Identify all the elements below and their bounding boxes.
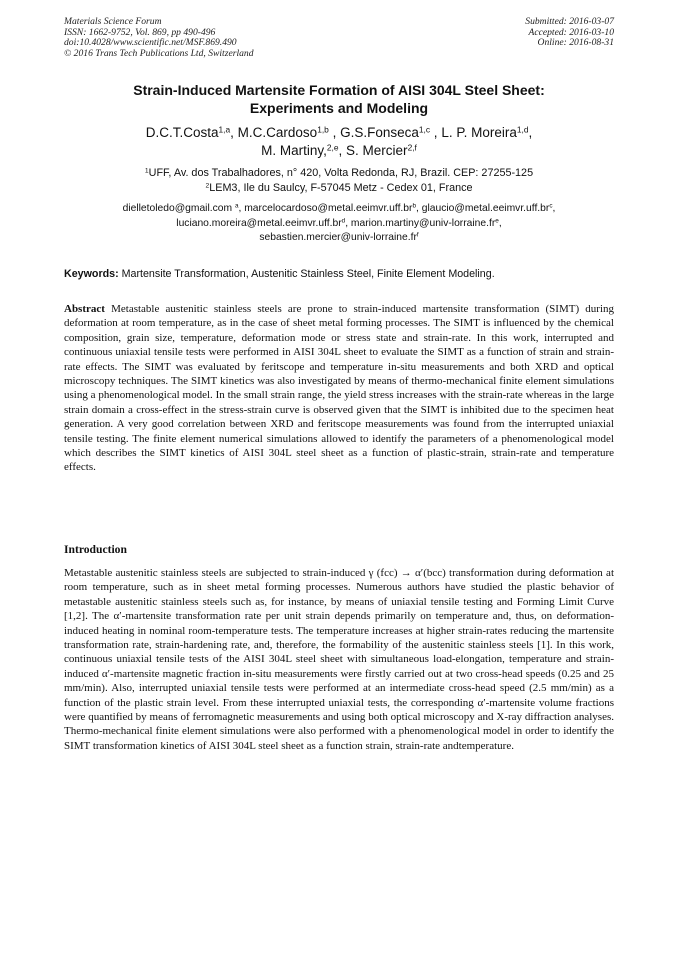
author-name: S. Mercier — [346, 142, 408, 158]
author-sup: 1,a — [218, 124, 231, 135]
author-sup: 1,c — [418, 124, 431, 135]
email-sep: , — [238, 203, 245, 214]
doi-line: doi:10.4028/www.scientific.net/MSF.869.490 — [64, 37, 237, 49]
submitted-date: Submitted: 2016-03-07 — [525, 16, 614, 27]
title-line-2: Experiments and Modeling — [249, 100, 429, 116]
affiliation-text: LEM3, Ile du Saulcy, F-57045 Metz - Cedex 01, France — [209, 182, 473, 194]
author-sep: , — [230, 125, 238, 140]
title-line-1: Strain-Induced Martensite Formation of AISI 304L Steel Sheet: — [133, 82, 545, 98]
author-line-1 — [64, 124, 614, 142]
paper-title — [64, 81, 614, 117]
email-address: glaucio@metal.eeimvr.uff.br — [421, 203, 550, 214]
keywords — [64, 267, 614, 281]
email-sep: , — [345, 217, 351, 229]
affiliation-sup: 2 — [205, 182, 210, 190]
journal-header — [64, 17, 254, 59]
author-name: D.C.T.Costa — [145, 125, 219, 140]
author-sup: 1,d — [516, 124, 529, 135]
email-sep: , — [498, 217, 502, 229]
keywords-text: Martensite Transformation, Austenitic Stainless Steel, Finite Element Modeling. — [118, 268, 495, 280]
introduction-body: Metastable austenitic stainless steels are subjected to strain-induced γ (fcc) → α′(bcc) transformation during deformation at room temperature, such as in sheet metal forming processes. Numerous authors have studied the plastic behavior of metastable austenitic stainless steels such as, for instance, by means of uniaxial tensile testing and Forming Limit Curve [1,2]. The α′-martensite transformation rate per unit strain depends primarily on temperature and, thus, on deformation-induced heating in nominal room-temperature tests. The temperature increases at higher strain-rates reducing the martensite transformation rate, strain-hardening rate, and, therefore, the formability of the austenitic stainless steels [1]. In this work, continuous uniaxial tensile tests of the AISI 304L steel sheet with simultaneous load-elongation, temperature and strain-induced α′-martensite magnetic fraction in-situ measurements were firstly carried out at two cross-head speeds (0.25 and 25 mm/min). Also, interrupted uniaxial tensile tests were performed at an intermediate cross-head speed (2.5 mm/min) as a function of the plastic strain level. From these interrupted uniaxial tests, the corresponding α′-martensite volume fractions were quantified by means of ferromagnetic measurements and using both optical microscopy and X-ray diffraction analyses. Thermo-mechanical finite element simulations were also performed with a phenomenological model in order to identify the SIMT transformation kinetics of AISI 304L steel sheet as a function strain, strain-rate andtemperature. — [64, 567, 614, 752]
author-sep: , — [430, 125, 442, 140]
affiliation-sup: 1 — [144, 167, 149, 175]
abstract-label: Abstract — [64, 303, 105, 315]
email-sup: a — [234, 202, 239, 210]
copyright-line: © 2016 Trans Tech Publications Ltd, Switzerland — [64, 47, 254, 59]
email-address: marion.martiny@univ-lorraine.fr — [350, 217, 496, 229]
affiliation-text: UFF, Av. dos Trabalhadores, n° 420, Volta Redonda, RJ, Brazil. CEP: 27255-125 — [148, 167, 534, 179]
email-address: luciano.moreira@metal.eeimvr.uff.br — [176, 217, 342, 229]
email-sup: f — [416, 231, 419, 239]
email-sup: e — [495, 217, 499, 225]
email-sup: c — [549, 202, 553, 210]
email-address: marcelocardoso@metal.eeimvr.uff.br — [244, 203, 413, 214]
email-sep: , — [552, 203, 556, 214]
email-sup: d — [341, 217, 346, 225]
affiliation-2 — [64, 181, 614, 196]
author-sup: 1,b — [317, 124, 329, 135]
author-sep: , — [328, 125, 341, 140]
online-date: Online: 2016-08-31 — [537, 37, 614, 49]
email-sup: b — [412, 202, 416, 210]
email-list — [64, 202, 614, 246]
author-sep: , — [338, 142, 347, 158]
abstract-text: Metastable austenitic stainless steels are prone to strain-induced martensite transformation (SIMT) during deformation at room temperature, as in the case of sheet metal forming processes. The SIMT is influenced by the chemical composition, grain size, temperature, deformation mode or stress state and strain-rate. In this work, interrupted and continuous uniaxial tensile tests were performed in AISI 304L sheet to evaluate the SIMT as a function of strain and strain-rate effects. The SIMT was evaluated by feritscope and temperature in-situ measurements and both XRD and optical microscopy techniques. The SIMT kinetics was also investigated by means of thermo-mechanical finite element simulations using a phenomenological model. In the small strain range, the yield stress increases with the strain-rate whereas in the large strain domain a cross-effect in the stress-strain curve is observed given that the SIMT is inhibited due to the specimen heat generation. A very good correlation between XRD and feritscope measurements was found from the interrupted uniaxial tensile testing. The finite element numerical simulations allowed to identify the parameters of a phenomenological model which describes the SIMT kinetics of AISI 304L steel sheet as a function of plastic-strain, strain-rate and temperature effects. — [64, 303, 614, 474]
author-sup: 2,e — [326, 141, 339, 152]
email-line-3 — [64, 231, 614, 246]
author-name: M.C.Cardoso — [237, 125, 318, 140]
author-line-2 — [64, 142, 614, 160]
affiliation-1 — [64, 166, 614, 181]
email-address: dielletoledo@gmail.com — [122, 203, 233, 214]
author-sep: , — [528, 125, 533, 140]
author-name: M. Martiny, — [261, 142, 327, 158]
keywords-label: Keywords: — [64, 268, 119, 280]
dates-header — [525, 17, 614, 49]
author-list — [64, 124, 614, 159]
accepted-date: Accepted: 2016-03-10 — [528, 26, 614, 38]
author-name: G.S.Fonseca — [340, 125, 419, 140]
email-line-2 — [64, 217, 614, 232]
email-line-1 — [64, 202, 614, 217]
author-name: L. P. Moreira — [441, 125, 517, 140]
affiliations — [64, 166, 614, 196]
email-sep: , — [416, 203, 422, 214]
abstract — [64, 302, 614, 475]
issn-line: ISSN: 1662-9752, Vol. 869, pp 490-496 — [64, 26, 216, 38]
section-heading-introduction: Introduction — [64, 543, 127, 556]
journal-name: Materials Science Forum — [64, 16, 162, 27]
email-address: sebastien.mercier@univ-lorraine.fr — [259, 232, 417, 244]
author-sup: 2,f — [407, 141, 417, 152]
